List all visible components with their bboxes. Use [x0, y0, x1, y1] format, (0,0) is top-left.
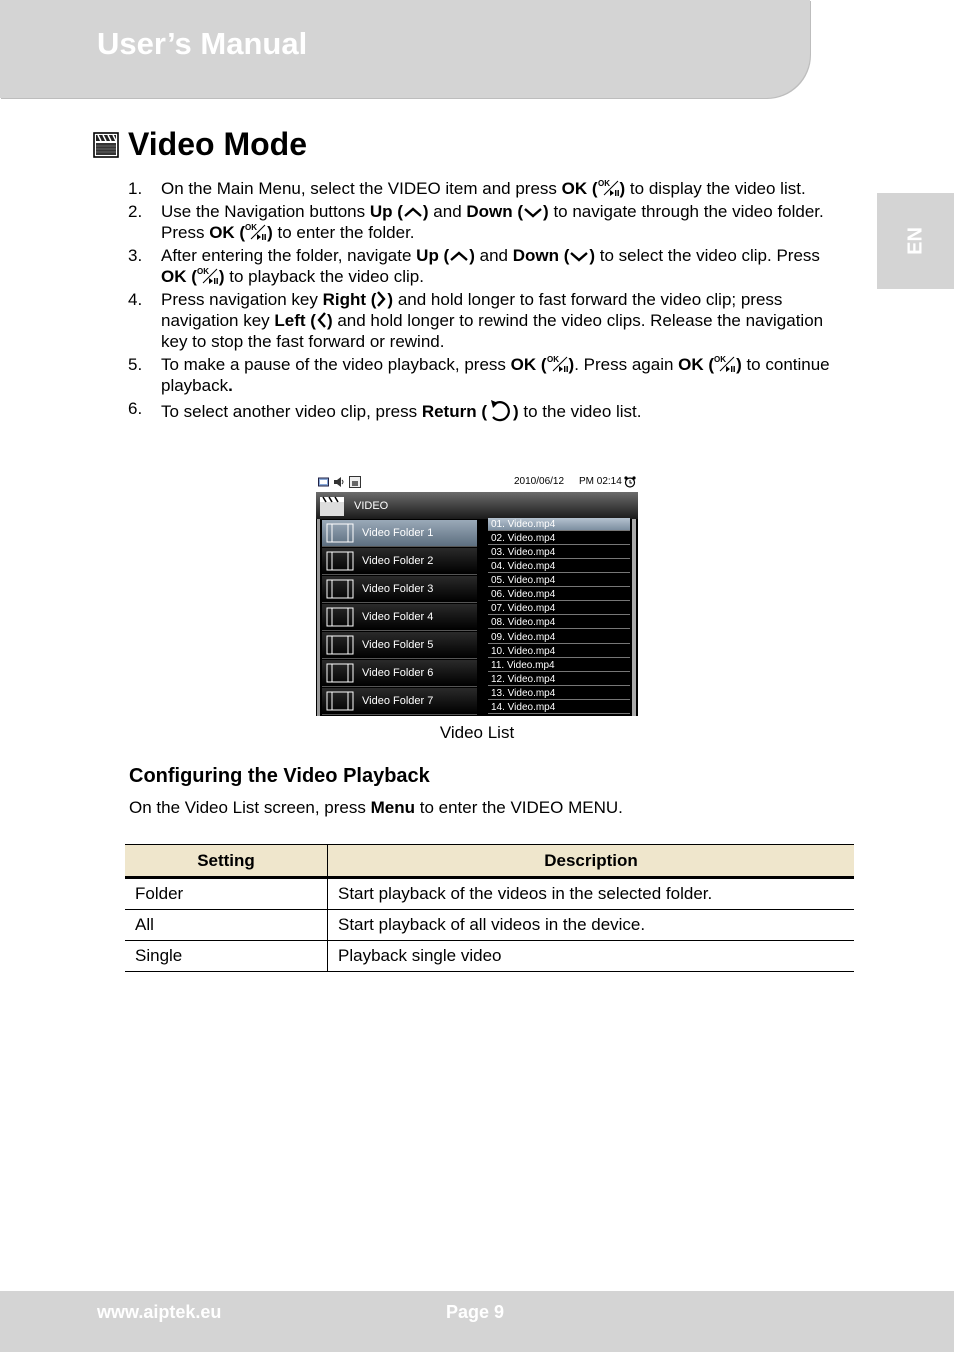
- manual-title: User’s Manual: [97, 26, 308, 61]
- key-label: Down (: [466, 202, 524, 221]
- key-label: Return (: [421, 402, 487, 421]
- step-number: 1.: [128, 179, 143, 198]
- step-text: to select the video clip. Press: [595, 246, 820, 265]
- figure-caption: Video List: [439, 723, 515, 742]
- key-label: ): [619, 179, 626, 198]
- folder-name: Video Folder 7: [362, 695, 434, 707]
- file-item[interactable]: 05. Video.mp4: [488, 574, 630, 587]
- column-header: Setting: [125, 845, 328, 878]
- step-3: [128, 245, 833, 287]
- step-text: and hold longer to fast forward the video clip; press navigation key: [161, 290, 783, 330]
- table-header-row: [125, 845, 854, 878]
- step-text: to the video list.: [518, 402, 642, 421]
- table-row: [125, 941, 854, 972]
- step-5: [128, 354, 833, 396]
- step-text: to enter the folder.: [272, 223, 415, 242]
- section-heading: [93, 126, 307, 163]
- file-item[interactable]: 08. Video.mp4: [488, 616, 630, 629]
- device-date: 2010/06/12: [514, 476, 565, 487]
- up-arrow-icon: [403, 205, 423, 219]
- file-item[interactable]: 13. Video.mp4: [488, 687, 630, 700]
- file-item[interactable]: 10. Video.mp4: [488, 645, 630, 658]
- key-label: OK (: [561, 179, 598, 198]
- subsection-heading: Configuring the Video Playback: [129, 765, 430, 787]
- header-band: [0, 0, 810, 98]
- description-cell: Start playback of the videos in the selected folder.: [328, 878, 855, 910]
- key-label: ): [326, 311, 333, 330]
- step-text: Press navigation key: [161, 290, 323, 309]
- step-text: To make a pause of the video playback, press: [161, 355, 511, 374]
- film-folder-icon: [326, 606, 356, 628]
- ok-play-pause-icon: [547, 355, 569, 373]
- file-item[interactable]: 02. Video.mp4: [488, 532, 630, 545]
- down-arrow-icon: [523, 205, 543, 219]
- step-text: and: [428, 202, 467, 221]
- key-label: Up (: [416, 246, 450, 265]
- step-2: [128, 201, 833, 243]
- folder-name: Video Folder 1: [362, 527, 434, 539]
- key-label: ): [387, 290, 394, 309]
- step-number: 4.: [128, 290, 143, 309]
- key-label: ): [736, 355, 742, 374]
- down-arrow-icon: [569, 249, 589, 263]
- svg-text:OK: OK: [597, 179, 610, 188]
- file-item[interactable]: 03. Video.mp4: [488, 546, 630, 559]
- file-item[interactable]: 14. Video.mp4: [488, 701, 630, 714]
- file-item[interactable]: 04. Video.mp4: [488, 560, 630, 573]
- file-item[interactable]: 06. Video.mp4: [488, 588, 630, 601]
- film-folder-icon: [326, 690, 356, 712]
- folder-item[interactable]: [322, 576, 477, 603]
- step-6: [128, 398, 833, 422]
- clapperboard-icon: [93, 132, 119, 158]
- key-label: .: [228, 376, 233, 395]
- website-link[interactable]: www.aiptek.eu: [97, 1302, 222, 1322]
- step-4: [128, 289, 833, 352]
- scrollbar-left: [317, 519, 320, 716]
- film-folder-icon: [326, 634, 356, 656]
- return-icon: [487, 398, 513, 422]
- step-text: Use the Navigation buttons: [161, 202, 370, 221]
- video-mode-label: VIDEO: [354, 500, 389, 512]
- ok-play-pause-icon: [245, 223, 267, 241]
- key-label: Left (: [274, 311, 316, 330]
- video-mode-bar: [316, 492, 638, 519]
- folder-name: Video Folder 5: [362, 639, 434, 651]
- scrollbar-right: [632, 519, 636, 716]
- folder-item[interactable]: [322, 604, 477, 631]
- svg-text:OK: OK: [714, 355, 727, 364]
- up-arrow-icon: [449, 249, 469, 263]
- key-label: ): [422, 202, 429, 221]
- step-text: to display the video list.: [625, 179, 806, 198]
- svg-text:OK: OK: [196, 267, 209, 276]
- intro-paragraph: [129, 798, 623, 818]
- device-time: PM 02:14: [579, 476, 622, 487]
- language-tab: [877, 193, 954, 289]
- settings-table: [125, 844, 854, 972]
- step-text: to playback the video clip.: [224, 267, 424, 286]
- folder-item[interactable]: [322, 520, 477, 547]
- speaker-icon: [333, 477, 345, 487]
- right-arrow-icon: [376, 290, 387, 308]
- step-1: [128, 178, 833, 199]
- step-text: to navigate through the video folder. Press: [161, 202, 824, 242]
- setting-cell: Single: [125, 941, 328, 972]
- key-label: ): [568, 355, 575, 374]
- folder-item[interactable]: [322, 548, 477, 575]
- key-label: ): [267, 223, 273, 242]
- svg-text:OK: OK: [245, 223, 258, 232]
- film-folder-icon: [326, 662, 356, 684]
- memory-card-icon: [349, 476, 361, 488]
- battery-icon: [318, 477, 330, 487]
- ok-play-pause-icon: [714, 355, 736, 373]
- file-item[interactable]: 07. Video.mp4: [488, 602, 630, 615]
- file-item[interactable]: 12. Video.mp4: [488, 673, 630, 686]
- description-cell: Start playback of all videos in the device.: [328, 910, 855, 941]
- key-label: ): [512, 402, 519, 421]
- step-number: 3.: [128, 246, 143, 265]
- setting-cell: Folder: [125, 878, 328, 910]
- device-status-bar: [316, 473, 638, 492]
- left-arrow-icon: [316, 311, 327, 329]
- intro-text: to enter the VIDEO MENU.: [415, 798, 623, 817]
- table-row: [125, 878, 854, 910]
- ok-play-pause-icon: [598, 179, 620, 197]
- language-label: EN: [904, 227, 926, 255]
- folder-item[interactable]: [322, 660, 477, 687]
- step-text: On the Main Menu, select the VIDEO item and press: [161, 179, 562, 198]
- video-list-screenshot: [316, 473, 638, 716]
- setting-cell: All: [125, 910, 328, 941]
- instruction-list: [128, 178, 833, 424]
- key-label: OK (: [161, 267, 197, 286]
- step-number: 5.: [128, 355, 143, 374]
- page-title: Video Mode: [128, 126, 307, 162]
- clapperboard-icon: [319, 495, 345, 517]
- key-label: ): [469, 246, 475, 265]
- step-text: and: [474, 246, 513, 265]
- key-label: ): [218, 267, 225, 286]
- file-item[interactable]: 01. Video.mp4: [488, 518, 630, 531]
- step-text: . Press again: [574, 355, 679, 374]
- alarm-clock-icon: [624, 476, 636, 488]
- folder-name: Video Folder 2: [362, 555, 434, 567]
- key-label: Up (: [369, 202, 403, 221]
- key-label: OK (: [209, 223, 246, 242]
- footer-band: [0, 1291, 954, 1352]
- film-folder-icon: [326, 522, 356, 544]
- file-item[interactable]: 09. Video.mp4: [488, 631, 630, 644]
- file-item[interactable]: 11. Video.mp4: [488, 659, 630, 672]
- table-row: [125, 910, 854, 941]
- film-folder-icon: [326, 578, 356, 600]
- svg-text:OK: OK: [546, 355, 559, 364]
- folder-item[interactable]: [322, 632, 477, 659]
- key-label: OK (: [678, 355, 715, 374]
- page-number: Page 9: [446, 1302, 505, 1322]
- key-label: ): [543, 202, 549, 221]
- step-text: To select another video clip, press: [161, 402, 422, 421]
- folder-name: Video Folder 4: [362, 611, 434, 623]
- film-folder-icon: [326, 550, 356, 572]
- step-text: After entering the folder, navigate: [161, 246, 417, 265]
- step-number: 6.: [128, 399, 143, 418]
- key-label: OK (: [510, 355, 547, 374]
- description-cell: Playback single video: [328, 941, 855, 972]
- key-label: Down (: [512, 246, 570, 265]
- folder-name: Video Folder 6: [362, 667, 434, 679]
- key-label: Right (: [322, 290, 377, 309]
- step-number: 2.: [128, 202, 143, 221]
- key-label: ): [589, 246, 596, 265]
- folder-item[interactable]: [322, 688, 477, 715]
- folder-name: Video Folder 3: [362, 583, 434, 595]
- step-text: and hold longer to rewind the video clips. Release the navigation key to stop the fast forward or rewind.: [161, 311, 824, 351]
- intro-text: On the Video List screen, press: [129, 798, 371, 817]
- step-text: to continue playback: [161, 355, 830, 395]
- ok-play-pause-icon: [197, 267, 219, 285]
- key-label: Menu: [370, 798, 415, 817]
- column-header: Description: [328, 845, 855, 878]
